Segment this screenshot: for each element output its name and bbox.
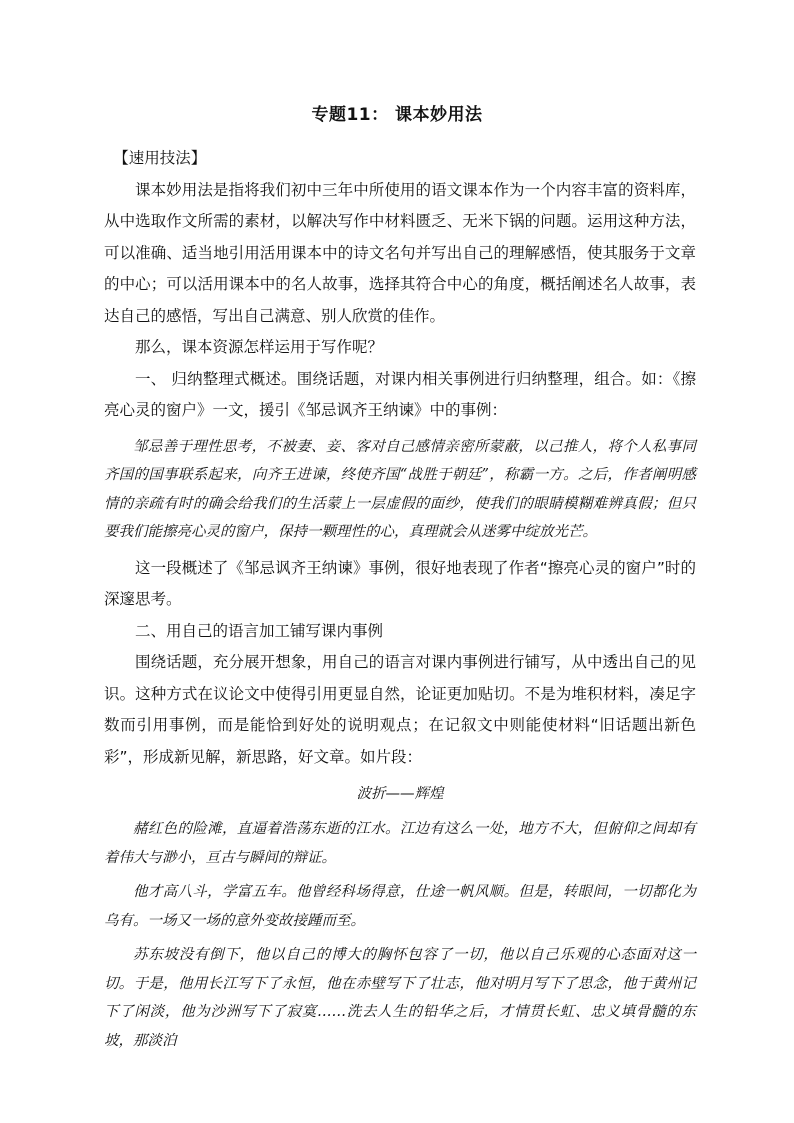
technique-label: 【速用技法】	[113, 149, 207, 167]
example-two-paragraph-2: 他才高八斗，学富五车。他曾经科场得意，仕途一帆风顺。但是，转眼间，一切都化为乌有。一场又一场的意外变故接踵而至。	[104, 884, 696, 929]
document-title: 专题11： 课本妙用法	[311, 105, 483, 125]
question-paragraph: 那么，课本资源怎样运用于写作呢？	[135, 338, 384, 356]
method-one-paragraph: 一、 归纳整理式概述。围绕话题，对课内相关事例进行归纳整理，组合。如：《擦亮心灵的窗户》一文，援引《邹忌讽齐王纳谏》中的事例：	[104, 369, 696, 419]
comment-one-paragraph: 这一段概述了《邹忌讽齐王纳谏》事例，很好地表现了作者“擦亮心灵的窗户”时的深邃思考。	[104, 558, 696, 608]
example-two-paragraph-1: 赭红色的险滩，直逼着浩荡东逝的江水。江边有这么一处，地方不大，但俯仰之间却有着伟大与渺小，亘古与瞬间的辩证。	[104, 821, 696, 866]
example-one-passage: 邹忌善于理性思考，不被妻、妾、客对自己感情亲密所蒙蔽，以己推人，将个人私事同齐国的国事联系起来，向齐王进谏，终使齐国“战胜于朝廷”，称霸一方。之后，作者阐明感情的亲疏有时的确会给我们的生活蒙上一层虚假的面纱，使我们的眼睛模糊难辨真假；但只要我们能擦亮心灵的窗户，保持一颗理性的心，真理就会从迷雾中绽放光芒。	[104, 438, 696, 540]
example-two-paragraph-3: 苏东坡没有倒下，他以自己的博大的胸怀包容了一切，他以自己乐观的心态面对这一切。于是，他用长江写下了永恒，他在赤壁写下了壮志，他对明月写下了思念，他于黄州记下了闲淡，他为沙洲写下了寂寞……洗去人生的铅华之后，才情贯长虹、忠义填骨髓的东坡，那淡泊	[104, 947, 696, 1049]
method-two-heading: 二、用自己的语言加工铺写课内事例	[135, 621, 384, 640]
intro-paragraph: 课本妙用法是指将我们初中三年中所使用的语文课本作为一个内容丰富的资料库，从中选取作文所需的素材，以解决写作中材料匮乏、无米下锅的问题。运用这种方法，可以准确、适当地引用活用课本中的诗文名句并写出自己的理解感悟，使其服务于文章的中心；可以活用课本中的名人故事，选择其符合中心的角度，概括阐述名人故事，表达自己的感悟，写出自己满意、别人欣赏的佳作。	[104, 180, 696, 325]
method-two-body: 围绕话题，充分展开想象，用自己的语言对课内事例进行铺写，从中透出自己的见识。这种方式在议论文中使得引用更显自然，论证更加贴切。不是为堆积材料，凑足字数而引用事例，而是能恰到好处的说明观点；在记叙文中则能使材料“旧话题出新色彩”，形成新见解，新思路，好文章。如片段：	[104, 653, 696, 766]
example-two-title: 波折——辉煌	[356, 786, 444, 802]
document-body	[104, 143, 696, 1055]
